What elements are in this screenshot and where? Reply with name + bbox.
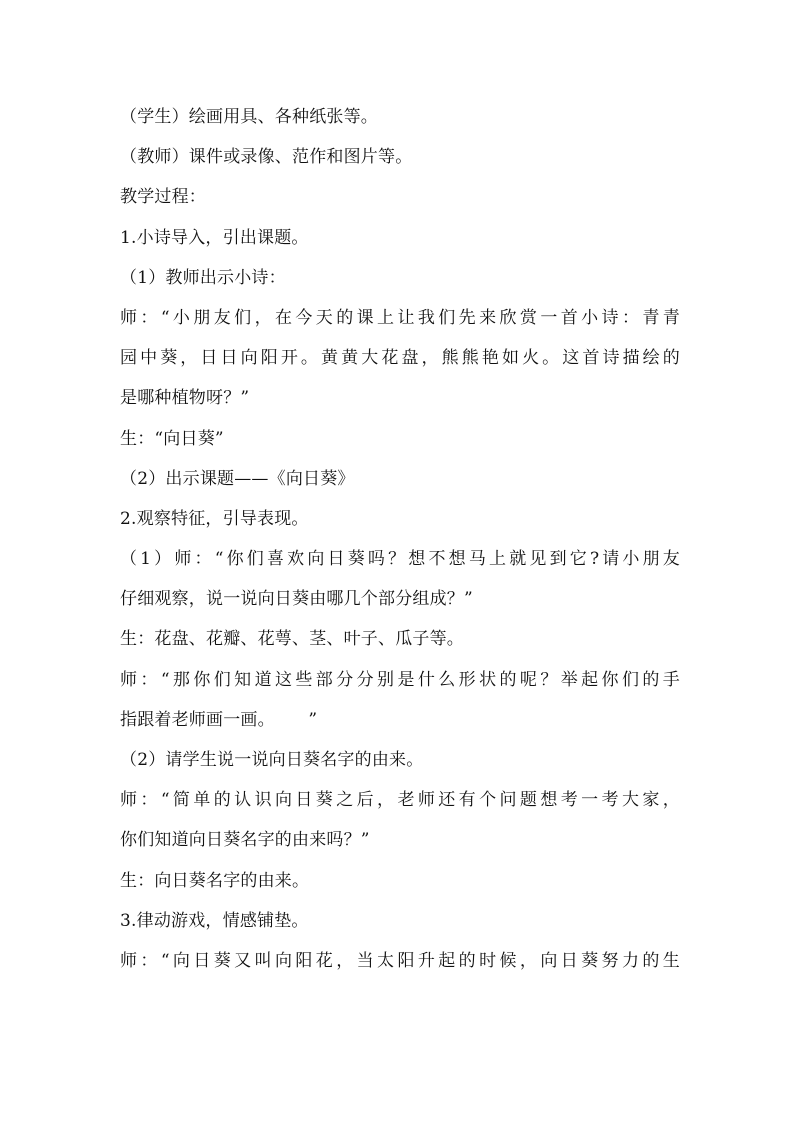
text-line: （1）师：“你们喜欢向日葵吗？想不想马上就见到它?请小朋友 [120, 549, 680, 570]
text-line: 3.律动游戏，情感铺垫。 [120, 910, 309, 931]
text-line: 师：“简单的认识向日葵之后，老师还有个问题想考一考大家， [120, 790, 680, 811]
text-line: 仔细观察，说一说向日葵由哪几个部分组成？” [120, 589, 473, 610]
text-line: 指跟着老师画一画。 ” [120, 709, 318, 730]
text-line: （1）教师出示小诗： [120, 267, 286, 288]
text-line: 园中葵，日日向阳开。黄黄大花盘，熊熊艳如火。这首诗描绘的 [120, 348, 680, 369]
text-line: 生：“向日葵” [120, 428, 224, 449]
text-line: （2）请学生说一说向日葵名字的由来。 [120, 750, 424, 770]
text-line: 师：“那你们知道这些部分分别是什么形状的呢？举起你们的手 [120, 669, 680, 690]
text-line: （2）出示课题——《向日葵》 [120, 468, 355, 489]
text-line: 生：花盘、花瓣、花萼、茎、叶子、瓜子等。 [120, 629, 464, 650]
text-line: 是哪种植物呀？” [120, 388, 250, 409]
text-line: 生：向日葵名字的由来。 [120, 870, 310, 891]
text-line: 1.小诗导入，引出课题。 [120, 227, 309, 248]
text-line: （教师）课件或录像、范作和图片等。 [120, 147, 413, 168]
text-line: 师：“小朋友们，在今天的课上让我们先来欣赏一首小诗：青青 [120, 307, 680, 328]
text-line: 教学过程： [120, 187, 206, 208]
text-line: 2.观察特征，引导表现。 [120, 508, 309, 529]
text-line: 师：“向日葵又叫向阳花，当太阳升起的时候，向日葵努力的生 [120, 950, 680, 971]
text-line: 你们知道向日葵名字的由来吗？” [120, 830, 370, 851]
text-line: （学生）绘画用具、各种纸张等。 [120, 107, 378, 127]
document-body [120, 97, 680, 981]
